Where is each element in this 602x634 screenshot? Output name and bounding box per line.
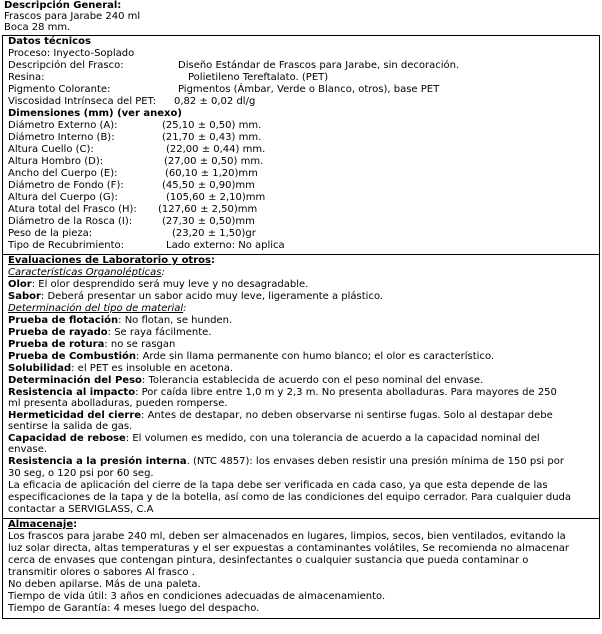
technical-value-viscosity: 0,82 ± 0,02 dl/g	[174, 96, 256, 107]
rebose-text-1: : El volumen es medido, con una tolerancia de acuerdo a la capacidad nominal del	[125, 433, 540, 444]
technical-process: Proceso: Inyecto-Soplado	[8, 48, 135, 59]
dimension-value-h: (127,60 ± 2,50)mm	[158, 204, 258, 215]
dimension-value-e: (60,10 ± 1,20)mm	[165, 168, 258, 179]
right-border	[599, 35, 600, 619]
solubilidad-label: Solubilidad	[8, 363, 72, 374]
eficacia-line-3: contactar a SERVIGLASS, C.A	[8, 504, 154, 515]
rebose-line	[8, 433, 540, 445]
technical-label-description: Descripción del Frasco:	[8, 60, 124, 71]
material-heading	[8, 303, 187, 315]
technical-label-pigment: Pigmento Colorante:	[8, 84, 111, 95]
technical-value-resin: Polietileno Tereftalato. (PET)	[188, 72, 329, 83]
sabor-text: : Deberá presentar un sabor acido muy leve, ligeramente a plástico.	[40, 291, 384, 302]
dimension-label-h: Atura total del Frasco (H):	[8, 204, 137, 215]
lab-title-suffix: :	[210, 255, 215, 266]
peso-text: : Tolerancia establecida de acuerdo con el peso nominal del envase.	[141, 375, 484, 386]
technical-label-viscosity: Viscosidad Intrínseca del PET:	[8, 96, 157, 107]
eficacia-line-1: La eficacia de aplicación del cierre de la tapa debe ser verificada en cada caso, ya que esta depende de las	[8, 480, 548, 491]
impacto-line-2: ml presenta abolladuras, pueden romperse.	[8, 398, 228, 409]
organoleptic-heading	[8, 267, 165, 279]
organoleptic-heading-text: Características Organolépticas	[8, 267, 162, 278]
storage-title	[8, 519, 77, 531]
storage-line-5: No deben apilarse. Más de una paleta.	[8, 579, 201, 590]
peso-label: Determinación del Peso	[8, 375, 142, 386]
technical-value-pigment: Pigmentos (Ámbar, Verde o Blanco, otros), base PET	[178, 84, 440, 95]
solubilidad-text: : el PET es insoluble en acetona.	[71, 363, 234, 374]
flotacion-line	[8, 315, 232, 327]
top-border	[2, 35, 600, 36]
storage-line-2: luz solar directa, altas temperaturas y el ser expuestas a contaminantes volátiles, Se recomienda no almacenar	[8, 543, 570, 554]
storage-line-6: Tiempo de vida útil: 3 años en condiciones adecuadas de almacenamiento.	[8, 591, 386, 602]
hermeticidad-line-2: sentirse la salida de gas.	[8, 421, 133, 432]
solubilidad-line	[8, 363, 233, 375]
technical-label-resin: Resina:	[8, 72, 45, 83]
presion-line	[8, 456, 564, 468]
divider-storage	[2, 518, 600, 519]
dimension-value-c: (22,00 ± 0,44) mm.	[166, 144, 266, 155]
left-border	[2, 35, 3, 619]
technical-title: Datos técnicos	[8, 36, 91, 47]
rebose-label: Capacidad de rebose	[8, 433, 126, 444]
material-heading-suffix: :	[183, 303, 187, 314]
storage-line-7: Tiempo de Garantía: 4 meses luego del despacho.	[8, 603, 260, 614]
dimension-value-g: (105,60 ± 2,10)mm	[166, 192, 266, 203]
dimension-value-a: (25,10 ± 0,50) mm.	[162, 120, 262, 131]
dimension-label-c: Altura Cuello (C):	[8, 144, 94, 155]
dimension-label-coating: Tipo de Recubrimiento:	[8, 240, 125, 251]
hermeticidad-label: Hermeticidad del cierre	[8, 410, 142, 421]
dimension-label-d: Altura Hombro (D):	[8, 156, 104, 167]
dimension-label-b: Diámetro Interno (B):	[8, 132, 115, 143]
dimension-label-a: Diámetro Externo (A):	[8, 120, 118, 131]
dimension-label-e: Ancho del Cuerpo (E):	[8, 168, 118, 179]
storage-line-4: transmitir olores o sabores Al frasco .	[8, 567, 195, 578]
dimension-value-d: (27,00 ± 0,50) mm.	[164, 156, 264, 167]
dimension-label-weight: Peso de la pieza:	[8, 228, 93, 239]
general-title: Descripción General:	[4, 0, 122, 11]
flotacion-label: Prueba de flotación	[8, 315, 119, 326]
storage-line-3: cerca de envases que contengan pintura, desinfectantes o cualquier sustancia que pueda contaminar o	[8, 555, 529, 566]
rayado-label: Prueba de rayado	[8, 327, 108, 338]
presion-text-1: . (NTC 4857): los envases deben resistir una presión mínima de 150 psi por	[186, 456, 564, 467]
general-line-2: Boca 28 mm.	[4, 22, 71, 33]
rotura-text: : no se rasgan	[104, 339, 176, 350]
dimension-value-coating: Lado externo: No aplica	[166, 240, 285, 251]
olor-label: Olor	[8, 279, 32, 290]
general-line-1: Frascos para Jarabe 240 ml	[4, 11, 141, 22]
dimension-value-weight: (23,20 ± 1,50)gr	[172, 228, 256, 239]
bottom-border	[2, 618, 600, 619]
combustion-line	[8, 351, 494, 363]
lab-title	[8, 255, 215, 267]
rebose-line-2: envase.	[8, 444, 48, 455]
rotura-line	[8, 339, 175, 351]
dimension-value-i: (27,30 ± 0,50)mm	[162, 216, 255, 227]
dimension-value-b: (21,70 ± 0,43) mm.	[162, 132, 262, 143]
olor-text: : El olor desprendido será muy leve y no desagradable.	[31, 279, 309, 290]
dimension-label-f: Diámetro de Fondo (F):	[8, 180, 124, 191]
sabor-label: Sabor	[8, 291, 41, 302]
lab-title-text: Evaluaciones de Laboratorio y otros	[8, 255, 211, 266]
rayado-line	[8, 327, 212, 339]
peso-line	[8, 375, 483, 387]
combustion-label: Prueba de Combustión	[8, 351, 137, 362]
eficacia-line-2: especificaciones de la tapa y de la botella, así como de las condiciones del equipo cerrador. Para cualquier duda	[8, 492, 572, 503]
dimension-label-g: Altura del Cuerpo (G):	[8, 192, 118, 203]
dimension-label-i: Diámetro de la Rosca (I):	[8, 216, 133, 227]
technical-value-description: Diseño Estándar de Frascos para Jarabe, sin decoración.	[178, 60, 460, 71]
storage-line-1: Los frascos para jarabe 240 ml, deben ser almacenados en lugares, limpios, secos, bien ventilados, evitando la	[8, 531, 566, 542]
presion-line-2: 30 seg, o 120 psi por 60 seg.	[8, 468, 154, 479]
material-heading-text: Determinación del tipo de material	[8, 303, 184, 314]
storage-title-text: Almacenaje	[8, 519, 74, 530]
olor-line	[8, 279, 308, 291]
storage-title-suffix: :	[73, 519, 78, 530]
hermeticidad-text-1: : Antes de destapar, no deben observarse ni sentirse fugas. Solo al destapar debe	[141, 410, 553, 421]
organoleptic-heading-suffix: :	[161, 267, 165, 278]
rotura-label: Prueba de rotura	[8, 339, 105, 350]
presion-label: Resistencia a la presión interna	[8, 456, 187, 467]
rayado-text: : Se raya fácilmente.	[107, 327, 212, 338]
impacto-label: Resistencia al impacto	[8, 387, 136, 398]
sabor-line	[8, 291, 383, 303]
flotacion-text: : No flotan, se hunden.	[118, 315, 233, 326]
dimension-value-f: (45,50 ± 0,90)mm	[162, 180, 255, 191]
dimensions-title: Dimensiones (mm) (ver anexo)	[8, 108, 182, 119]
combustion-text: : Arde sin llama permanente con humo blanco; el olor es característico.	[136, 351, 495, 362]
impacto-text-1: : Por caída libre entre 1,0 m y 2,3 m. No presenta abolladuras. Para mayores de 250	[135, 387, 557, 398]
